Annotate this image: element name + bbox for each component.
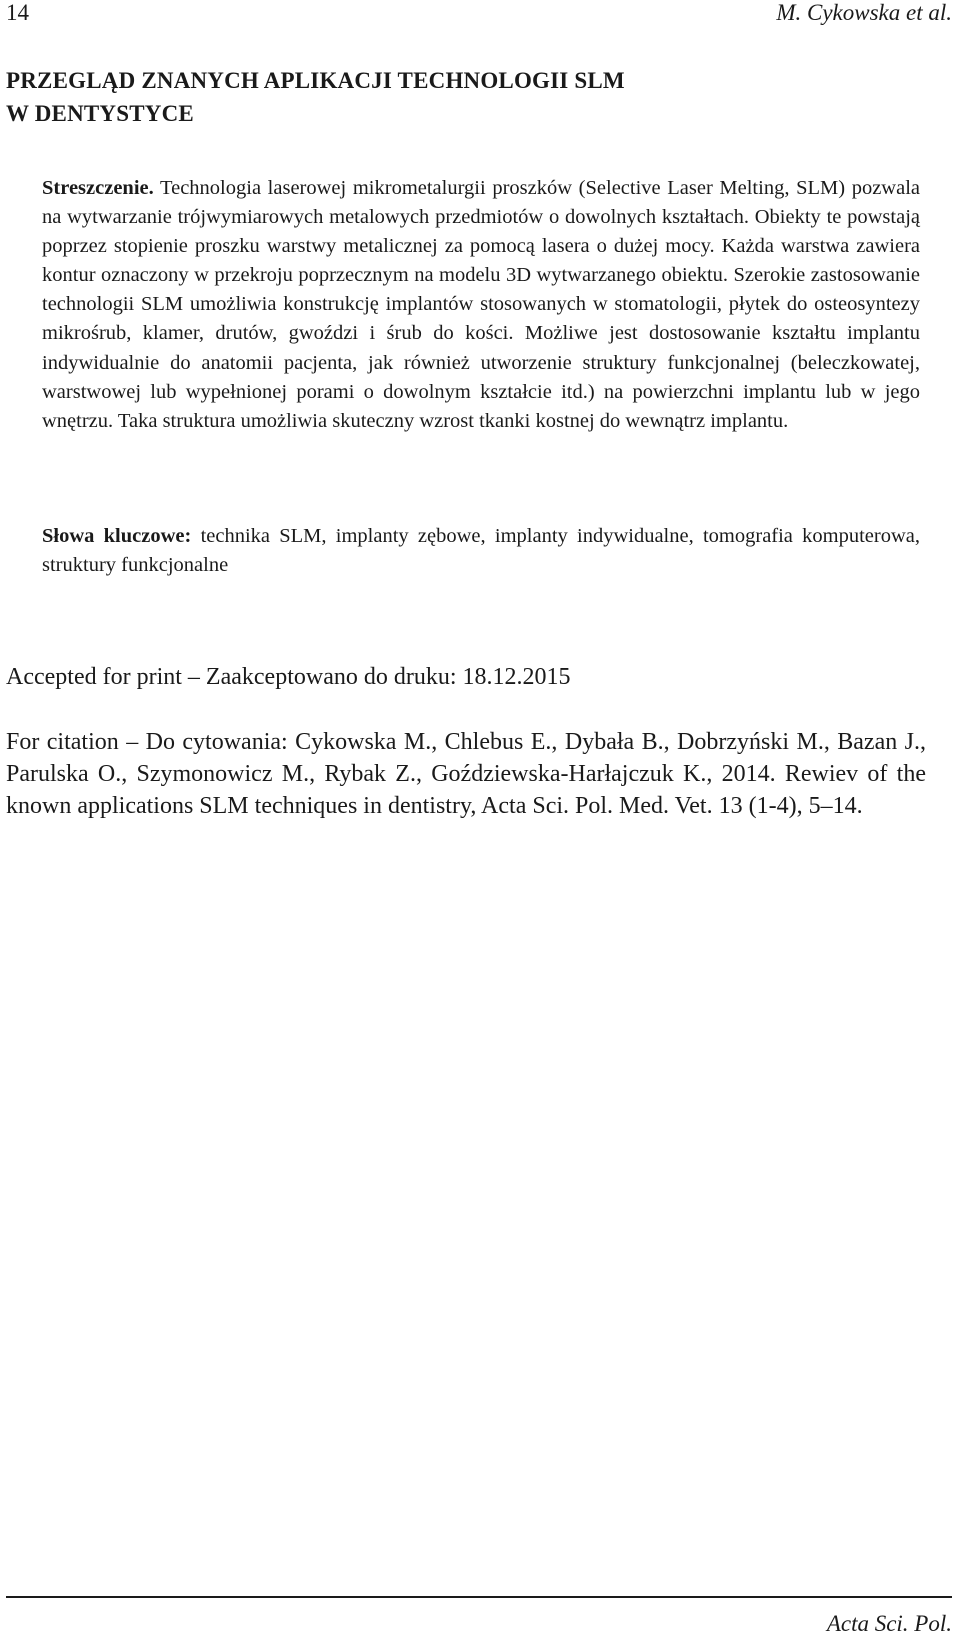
page-number: 14 [6,0,29,25]
journal-footer: Acta Sci. Pol. [826,1611,952,1636]
citation: For citation – Do cytowania: Cykowska M., Chlebus E., Dybała B., Dobrzyński M., Bazan J., Parulska O., Szymonowicz M., Rybak Z., Goździewska-Harłajczuk K., 2014. Rewiev of the known applications SLM techniques in dentistry, Acta Sci. Pol. Med. Vet. 13 (1-4), 5–14. [6,729,926,819]
accepted-for-print: Accepted for print – Zaakceptowano do druku: 18.12.2015 [6,664,571,690]
footer-divider [6,1596,952,1598]
keywords-label: Słowa kluczowe: [42,525,192,547]
keywords-text: technika SLM, implanty zębowe, implanty indywidualne, tomografia komputerowa, struktury funkcjonalne [42,525,921,577]
paper-title-line-1: PRZEGLĄD ZNANYCH APLIKACJI TECHNOLOGII SLM [6,68,625,93]
abstract [42,174,920,436]
paper-title [6,64,906,130]
paper-title-line-2: W DENTYSTYCE [6,101,194,126]
running-header-authors: M. Cykowska et al. [776,0,952,25]
abstract-text: Technologia laserowej mikrometalurgii proszków (Selective Laser Melting, SLM) pozwala na wytwarzanie trójwymiarowych metalowych przedmiotów o dowolnych kształtach. Obiekty te powstają poprzez stopienie proszku warstwy metalicznej za pomocą lasera o dużej mocy. Każda warstwa zawiera kontur oznaczony w przekroju poprzecznym na modelu 3D wytwarzanego obiektu. Szerokie zastosowanie technologii SLM umożliwia konstrukcję implantów stosowanych w stomatologii, płytek do osteosyntezy mikrośrub, klamer, drutów, gwoździ i śrub do kości. Możliwe jest dostosowanie kształtu implantu indywidualnie do anatomii pacjenta, jak również utworzenie struktury funkcjonalnej (beleczkowatej, warstwowej lub wypełnionej porami o dowolnym kształcie itd.) na powierzchni implantu lub w jego wnętrzu. Taka struktura umożliwia skuteczny wzrost tkanki kostnej do wewnątrz implantu. [42,177,920,432]
keywords [42,522,920,580]
abstract-label: Streszczenie. [42,177,154,199]
